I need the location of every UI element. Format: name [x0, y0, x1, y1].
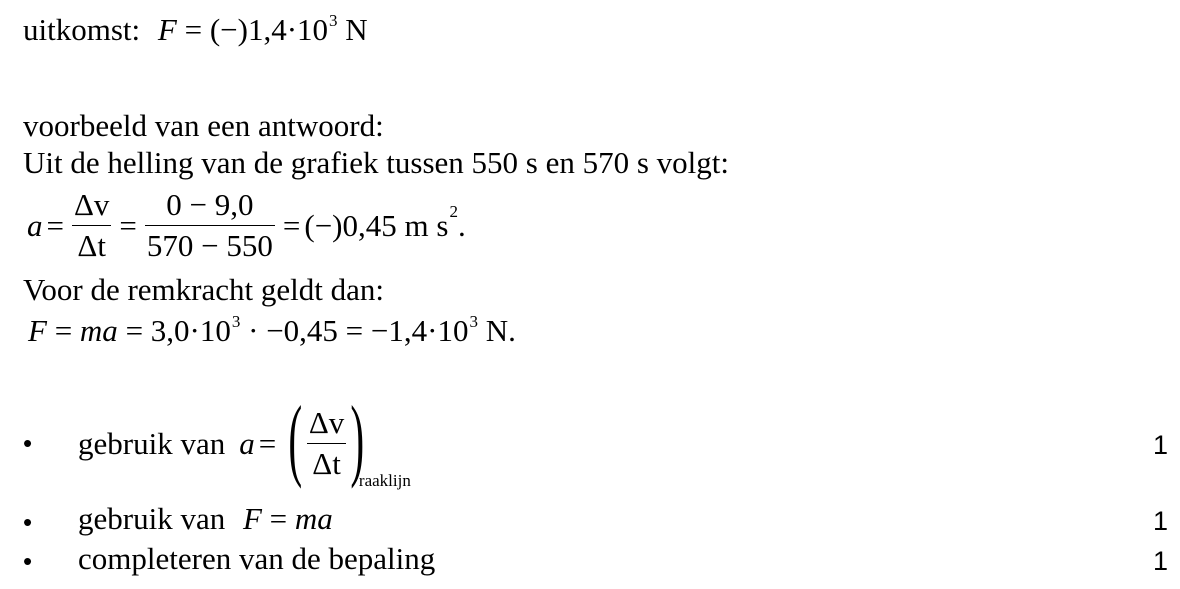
equals-sign: =: [54, 313, 73, 348]
mass-times-acceleration: ma: [79, 313, 118, 348]
fraction-bar: [307, 443, 346, 444]
right-parenthesis: ): [350, 387, 365, 490]
bullet: •: [23, 507, 33, 537]
acceleration-variable: a: [27, 207, 43, 243]
remkracht-text: Voor de remkracht geldt dan:: [23, 272, 384, 307]
uitkomst-exponent: 3: [329, 11, 338, 30]
criterion-label: gebruik van: [78, 425, 226, 461]
fraction-numerator: Δv: [73, 187, 110, 222]
acceleration-variable: a: [239, 425, 255, 461]
fraction-denominator: Δt: [77, 227, 106, 263]
equals-sign: =: [269, 501, 288, 536]
delta-v-over-delta-t-fraction: [307, 405, 346, 481]
fraction-denominator: 570 − 550: [146, 227, 273, 263]
criterion-text: completeren van de bepaling: [78, 541, 436, 576]
fraction-numerator: 0 − 9,0: [166, 187, 254, 222]
bullet: •: [23, 546, 33, 576]
acceleration-result: (−)0,45 m s: [304, 207, 449, 243]
fraction-denominator: Δt: [312, 445, 341, 481]
numeric-fraction: [145, 187, 275, 263]
raaklijn-subscript: raaklijn: [358, 470, 411, 490]
left-parenthesis: (: [288, 387, 303, 490]
force-calc-part1: = 3,0·10: [125, 313, 231, 348]
force-exponent-1: 3: [231, 312, 241, 331]
equals-sign: =: [184, 12, 203, 47]
criterion-text: [78, 387, 411, 490]
bullet: •: [23, 428, 33, 458]
force-variable: F: [242, 501, 262, 536]
force-calc-part2: · −0,45 = −1,4·10: [240, 313, 469, 348]
force-exponent-2: 3: [469, 312, 478, 331]
fraction-bar: [145, 225, 275, 226]
force-variable: F: [28, 313, 47, 348]
equals-sign: =: [119, 207, 137, 243]
uitkomst-label: uitkomst:: [23, 12, 141, 47]
force-unit: N.: [477, 313, 516, 348]
fraction-numerator: Δv: [308, 404, 345, 440]
mass-times-acceleration: ma: [294, 501, 333, 536]
acceleration-formula: [27, 187, 466, 263]
uitkomst-value: (−)1,4·10: [209, 12, 329, 47]
force-variable: F: [157, 12, 177, 47]
score: 1: [1152, 546, 1168, 576]
equals-sign: =: [46, 207, 64, 243]
score: 1: [1152, 506, 1168, 536]
uitkomst-line: [23, 11, 368, 47]
acceleration-exponent: 2: [449, 201, 458, 221]
equals-sign: =: [258, 425, 277, 461]
delta-v-over-delta-t-fraction: [72, 187, 111, 263]
force-formula: [28, 312, 516, 348]
example-intro: Uit de helling van de grafiek tussen 550 s en 570 s volgt:: [23, 145, 729, 180]
fraction-bar: [72, 225, 111, 226]
acceleration-period: .: [457, 207, 466, 243]
uitkomst-unit: N: [337, 12, 368, 47]
equals-sign: =: [282, 207, 301, 243]
score: 1: [1152, 430, 1168, 460]
criterion-text: [78, 503, 333, 534]
example-heading: voorbeeld van een antwoord:: [23, 108, 384, 143]
criterion-label: gebruik van: [78, 501, 226, 536]
